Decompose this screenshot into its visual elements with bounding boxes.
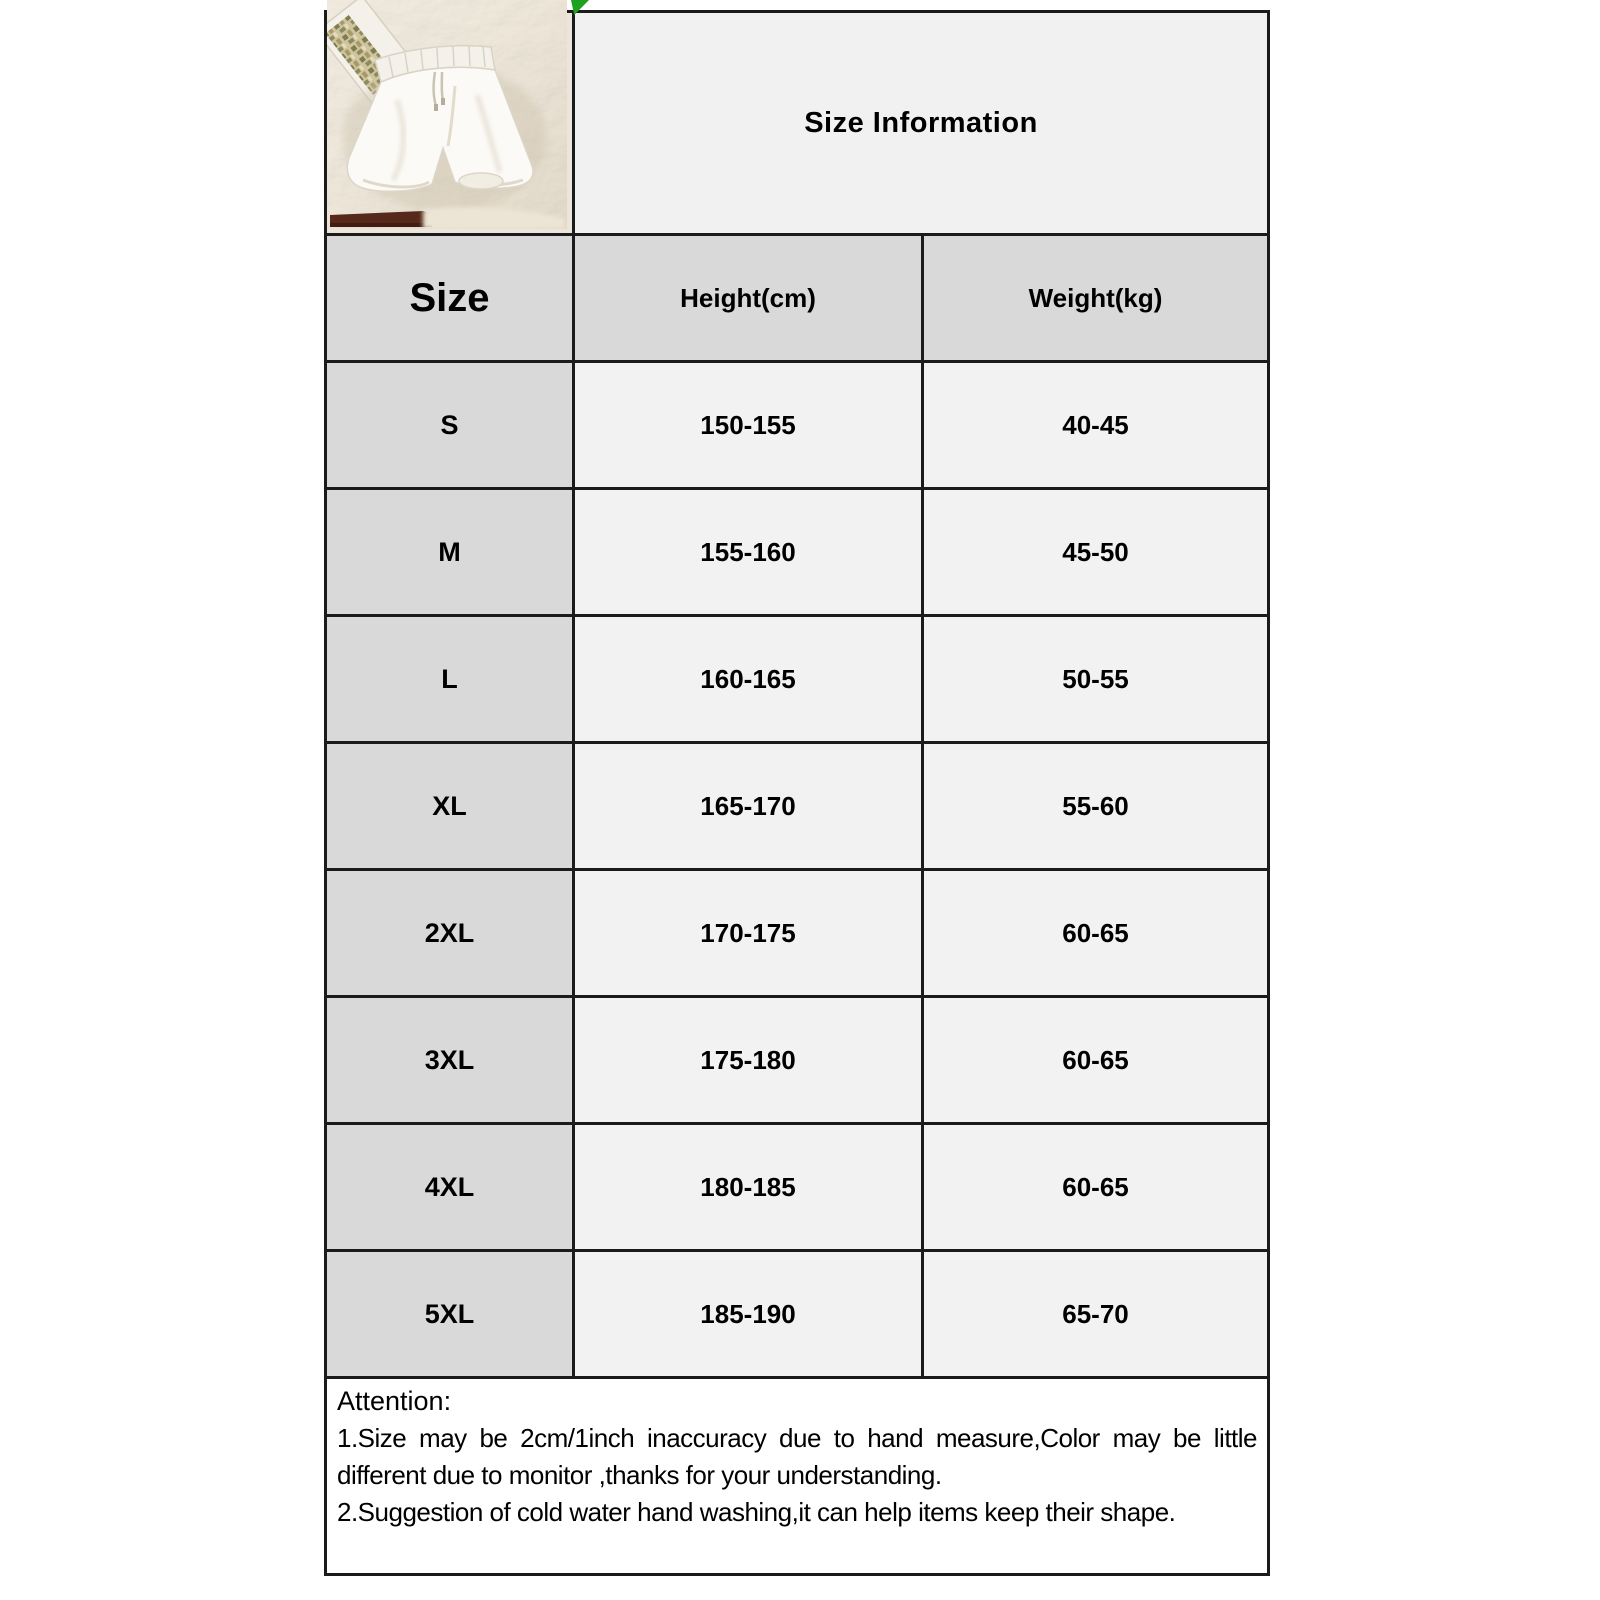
table-row: [326, 743, 1269, 870]
weight-cell: 60-65: [923, 1124, 1269, 1251]
product-photo: [327, 0, 567, 229]
weight-cell: 40-45: [923, 362, 1269, 489]
size-column-header: Size: [326, 235, 574, 362]
size-cell: 3XL: [326, 997, 574, 1124]
size-cell: XL: [326, 743, 574, 870]
size-cell: M: [326, 489, 574, 616]
size-table: [324, 10, 1270, 1576]
height-cell: 175-180: [574, 997, 923, 1124]
weight-cell: 50-55: [923, 616, 1269, 743]
table-row: [326, 616, 1269, 743]
height-cell: 170-175: [574, 870, 923, 997]
height-cell: 180-185: [574, 1124, 923, 1251]
table-row: [326, 1124, 1269, 1251]
height-cell: 155-160: [574, 489, 923, 616]
table-row: [326, 362, 1269, 489]
size-cell: 4XL: [326, 1124, 574, 1251]
attention-heading: Attention:: [337, 1386, 452, 1416]
page-title: Size Information: [574, 12, 1269, 235]
table-row: [326, 870, 1269, 997]
attention-row: [326, 1378, 1269, 1575]
size-cell: 2XL: [326, 870, 574, 997]
height-column-header: Height(cm): [574, 235, 923, 362]
table-row: [326, 997, 1269, 1124]
size-cell: 5XL: [326, 1251, 574, 1378]
attention-item: 2.Suggestion of cold water hand washing,it can help items keep their shape.: [337, 1497, 1176, 1527]
attention-item: 1.Size may be 2cm/1inch inaccuracy due to hand measure,Color may be little different due to monitor ,thanks for your understanding.: [337, 1423, 1258, 1490]
table-row: [326, 1251, 1269, 1378]
height-cell: 160-165: [574, 616, 923, 743]
size-cell: S: [326, 362, 574, 489]
weight-cell: 65-70: [923, 1251, 1269, 1378]
height-cell: 150-155: [574, 362, 923, 489]
table-row: [326, 489, 1269, 616]
size-cell: L: [326, 616, 574, 743]
height-cell: 165-170: [574, 743, 923, 870]
weight-cell: 60-65: [923, 997, 1269, 1124]
weight-cell: 45-50: [923, 489, 1269, 616]
attention-note: [326, 1378, 1269, 1575]
shorts-illustration: [327, 0, 567, 229]
table-header-row: [326, 235, 1269, 362]
weight-cell: 55-60: [923, 743, 1269, 870]
weight-column-header: Weight(kg): [923, 235, 1269, 362]
weight-cell: 60-65: [923, 870, 1269, 997]
height-cell: 185-190: [574, 1251, 923, 1378]
